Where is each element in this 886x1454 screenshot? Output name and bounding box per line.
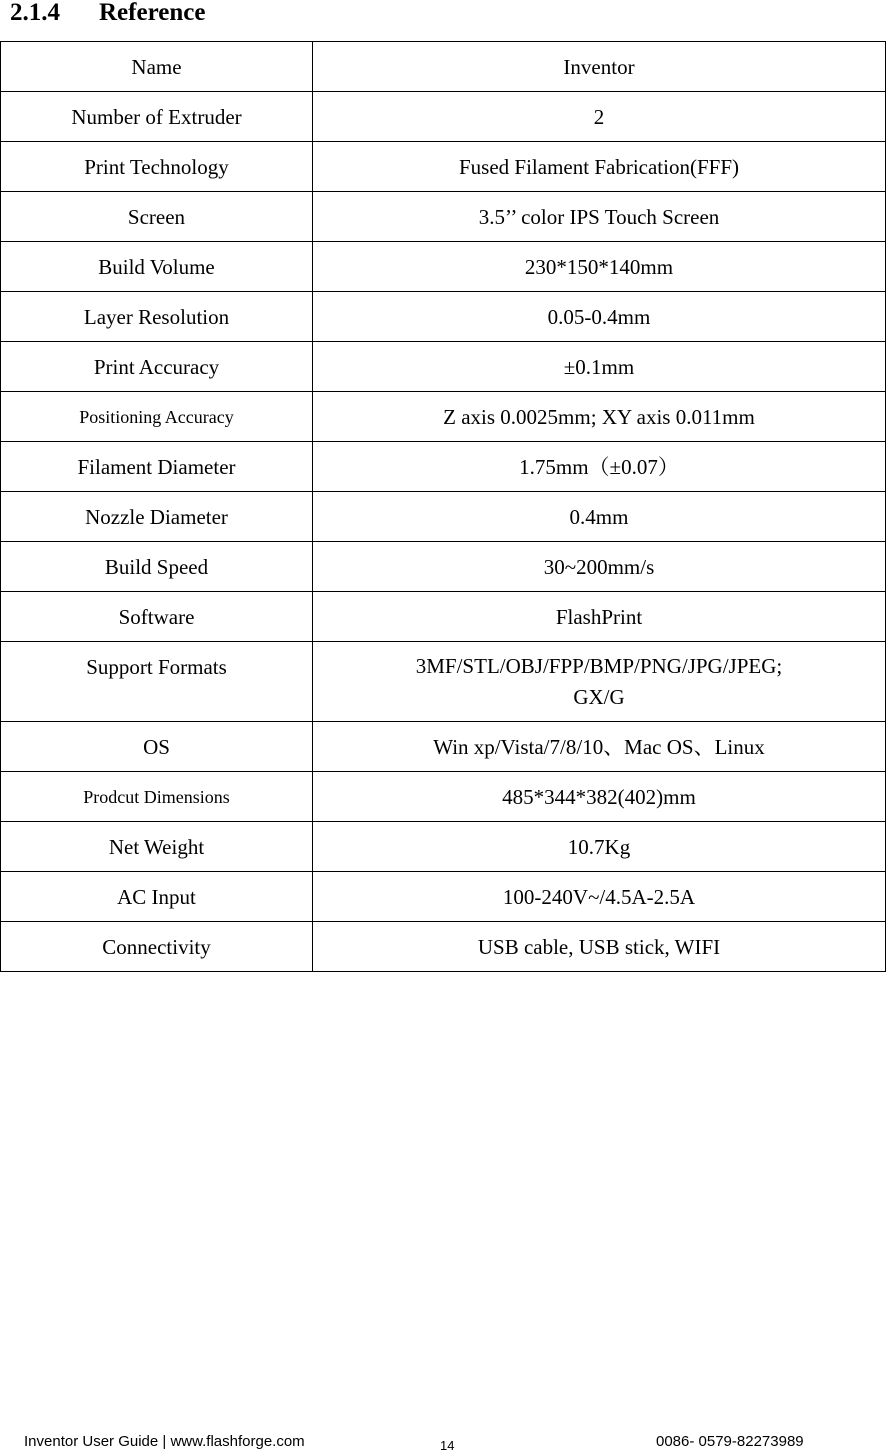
table-row [1, 542, 886, 592]
table-row [1, 92, 886, 142]
table-row [1, 592, 886, 642]
spec-name: Print Accuracy [1, 342, 313, 392]
table-row [1, 642, 886, 722]
header-cell-value: Inventor [313, 42, 886, 92]
spec-name: Print Technology [1, 142, 313, 192]
spec-value: 0.05-0.4mm [313, 292, 886, 342]
spec-name: Build Volume [1, 242, 313, 292]
table-row [1, 192, 886, 242]
spec-name: Nozzle Diameter [1, 492, 313, 542]
spec-name: AC Input [1, 872, 313, 922]
spec-name: Software [1, 592, 313, 642]
spec-value: FlashPrint [313, 592, 886, 642]
spec-value-line: 3MF/STL/OBJ/FPP/BMP/PNG/JPG/JPEG; [415, 653, 783, 678]
section-title: Reference [99, 0, 206, 26]
footer-guide-title: Inventor User Guide | www.flashforge.com [24, 1433, 305, 1450]
table-row [1, 442, 886, 492]
footer-phone: 0086- 0579-82273989 [656, 1433, 804, 1450]
spec-name: Connectivity [1, 922, 313, 972]
spec-name: Positioning Accuracy [1, 392, 313, 442]
spec-name: Screen [1, 192, 313, 242]
spec-table [0, 41, 886, 972]
spec-value: Fused Filament Fabrication(FFF) [313, 142, 886, 192]
spec-value: 100-240V~/4.5A-2.5A [313, 872, 886, 922]
table-row [1, 492, 886, 542]
spec-value: 1.75mm（±0.07） [313, 442, 886, 492]
spec-value: 0.4mm [313, 492, 886, 542]
table-row [1, 872, 886, 922]
spec-name: Number of Extruder [1, 92, 313, 142]
spec-value: 30~200mm/s [313, 542, 886, 592]
spec-value: USB cable, USB stick, WIFI [313, 922, 886, 972]
spec-name: OS [1, 722, 313, 772]
spec-name: Net Weight [1, 822, 313, 872]
section-heading [10, 0, 205, 26]
spec-name: Support Formats [1, 642, 313, 722]
table-row [1, 922, 886, 972]
table-row [1, 722, 886, 772]
table-row [1, 772, 886, 822]
table-row [1, 142, 886, 192]
spec-value: Z axis 0.0025mm; XY axis 0.011mm [313, 392, 886, 442]
footer-page-number: 14 [440, 1438, 455, 1453]
table-row [1, 342, 886, 392]
spec-value: 10.7Kg [313, 822, 886, 872]
table-header-row [1, 42, 886, 92]
table-row [1, 392, 886, 442]
spec-value [313, 642, 886, 722]
header-cell-name: Name [1, 42, 313, 92]
section-number: 2.1.4 [10, 0, 60, 26]
spec-value: ±0.1mm [313, 342, 886, 392]
spec-name: Layer Resolution [1, 292, 313, 342]
spec-value-line: GX/G [573, 684, 625, 709]
spec-value: 485*344*382(402)mm [313, 772, 886, 822]
spec-value: Win xp/Vista/7/8/10、Mac OS、Linux [313, 722, 886, 772]
spec-value: 230*150*140mm [313, 242, 886, 292]
spec-value: 3.5’’ color IPS Touch Screen [313, 192, 886, 242]
spec-value: 2 [313, 92, 886, 142]
spec-name: Build Speed [1, 542, 313, 592]
spec-name: Filament Diameter [1, 442, 313, 492]
table-row [1, 822, 886, 872]
spec-name: Prodcut Dimensions [1, 772, 313, 822]
table-row [1, 242, 886, 292]
table-row [1, 292, 886, 342]
